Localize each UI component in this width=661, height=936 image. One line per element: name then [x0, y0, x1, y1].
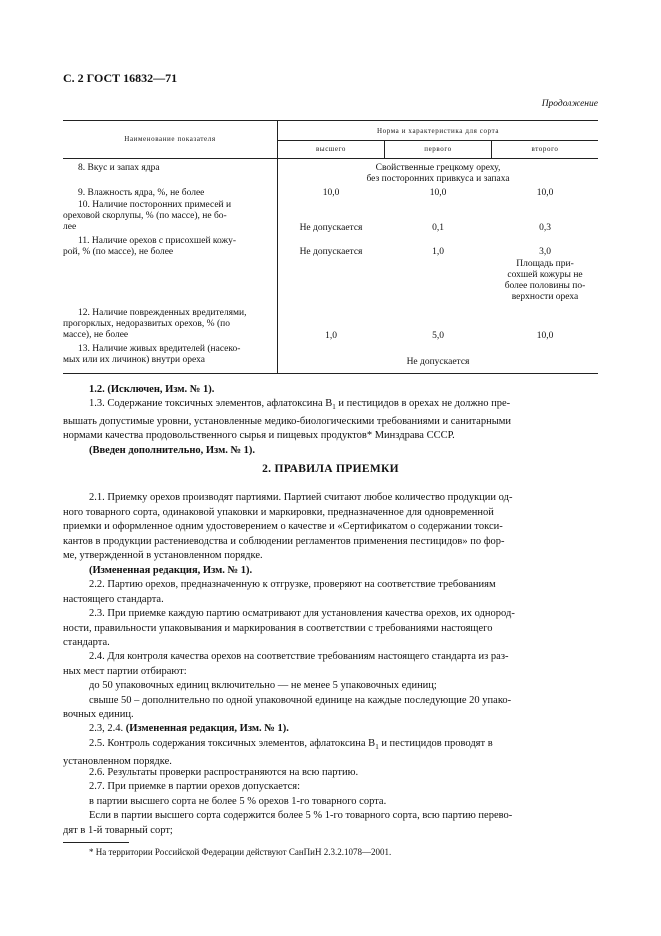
- section-title: 2. ПРАВИЛА ПРИЕМКИ: [262, 463, 399, 475]
- table-row-11-value-1: Не допускается: [299, 247, 363, 257]
- paragraph-2-1-note: (Измененная редакция, Изм. № 1).: [89, 564, 253, 576]
- footnote: * На территории Российской Федерации действуют СанПиН 2.3.2.1078—2001.: [89, 847, 392, 857]
- table-bottom-rule: [63, 373, 598, 374]
- paragraph-1-3-note: (Введен дополнительно, Изм. № 1).: [89, 444, 256, 456]
- table-row-13-name: 13. Наличие живых вредителей (насеко- мых или их личинок) внутри ореха: [63, 344, 241, 365]
- column-header-grade-1: высшего: [315, 145, 346, 153]
- table-row-13-merged: Не допускается: [406, 357, 470, 367]
- paragraph-2-3-2-4-note: 2.3, 2.4. (Измененная редакция, Изм. № 1).: [89, 723, 289, 734]
- table-row-12-value-2: 5,0: [432, 331, 444, 341]
- continuation-label: Продолжение: [541, 99, 598, 109]
- table-row-12-name: 12. Наличие поврежденных вредителями, прогорклых, недоразвитых орехов, % (по массе), не более: [63, 308, 247, 340]
- page-header: С. 2 ГОСТ 16832—71: [63, 71, 178, 85]
- table-row-9-value-2: 10,0: [429, 188, 447, 198]
- column-header-grade-2: первого: [424, 145, 452, 153]
- table-row-8-name: 8. Вкус и запах ядра: [78, 163, 160, 173]
- table-row-9-name: 9. Влажность ядра, %, не более: [78, 188, 205, 198]
- table-row-12-value-3: 10,0: [536, 331, 554, 341]
- table-row-10-value-1: Не допускается: [299, 223, 363, 233]
- paragraph-2-4: 2.4. Для контроля качества орехов на соответствие требованиям настоящего стандарта из раз- ных мест партии отбирают: до 50 упаковочных единиц включительно — не менее 5 упаковочных единиц; свыше 50 – дополнительно по одной упаковочной единице на каждые последующие 20 упако- вочных единиц.: [63, 650, 598, 723]
- table-row-10-value-2: 0,1: [432, 223, 444, 233]
- table-row-11-name: 11. Наличие орехов с присохшей кожу- рой, % (по массе), не более: [63, 236, 237, 257]
- column-header-name: Наименование показателя: [124, 135, 216, 143]
- paragraph-2-7-item-a: в партии высшего сорта не более 5 % орехов 1-го товарного сорта.: [89, 796, 387, 807]
- column-header-grade-3: второго: [531, 145, 559, 153]
- paragraph-2-2: 2.2. Партию орехов, предназначенную к отгрузке, проверяют на соответствие требованиям настоящего стандарта.: [63, 579, 496, 605]
- table-norm-rule: [277, 140, 598, 141]
- paragraph-1-2: 1.2. (Исключен, Изм. № 1).: [89, 384, 215, 395]
- table-row-11-note: Площадь при- сохшей кожуры не более половины по- верхности ореха: [504, 259, 586, 302]
- table-row-9-value-1: 10,0: [322, 188, 340, 198]
- footnote-rule: [63, 842, 129, 843]
- table-row-12-value-1: 1,0: [325, 331, 337, 341]
- paragraph-2-4-item-b: свыше 50 – дополнительно по одной упаковочной единице на каждые последующие 20 упако-: [89, 694, 512, 706]
- table-row-11-value-2: 1,0: [432, 247, 444, 257]
- paragraph-2-5: 2.5. Контроль содержания токсичных элементов, афлатоксина $B_1$ и пестицидов проводят в установленном порядке.: [63, 738, 493, 767]
- paragraph-2-7-item-b: Если в партии высшего сорта содержится более 5 % 1-го товарного сорта, всю партию перево- дят в 1-й товарный сорт;: [63, 810, 513, 836]
- column-header-norm: Норма и характеристика для сорта: [376, 127, 500, 135]
- paragraph-1-3: 1.3. Содержание токсичных элементов, афлатоксина $B_1$ и пестицидов в орехах не должно пре- вышать допустимые уровни, установленные медико-биологическими требованиями и санитарными нормами качества продовольственного сырья и пищевых продуктов* Минздрава СССР. (Введен дополнительно, Изм. № 1).: [63, 397, 598, 458]
- table-row-9-value-3: 10,0: [536, 188, 554, 198]
- paragraph-2-6: 2.6. Результаты проверки распространяются на всю партию.: [89, 767, 359, 778]
- table-row-10-value-3: 0,3: [539, 223, 551, 233]
- table-row-8-merged: Свойственные грецкому ореху, без посторонних привкуса и запаха: [366, 163, 510, 184]
- paragraph-2-4-item-a: до 50 упаковочных единиц включительно — не менее 5 упаковочных единиц;: [89, 680, 437, 691]
- paragraph-2-3: 2.3. При приемке каждую партию осматривают для установления качества орехов, их однород- ности, правильности упаковывания и маркирования в соответствии с требованиями настоящего стандарта.: [63, 608, 515, 648]
- table-row-10-name: 10. Наличие посторонних примесей и ореховой скорлупы, % (по массе), не бо- лее: [63, 200, 232, 232]
- paragraph-2-1: 2.1. Приемку орехов производят партиями. Партией считают любое количество продукции од- ного товарного сорта, одинаковой упаковки и маркировки, предназначенное для одновременной приемки и оформленное одним удостоверением о качестве и «Сертификатом о содержании токси- кантов в продукции растениеводства и соблюдении регламентов применения пестицидов» по фор- ме, утвержденной в установленном порядке. (Измененная редакция, Изм. № 1).: [63, 491, 598, 578]
- paragraph-2-7: 2.7. При приемке в партии орехов допускается:: [89, 781, 301, 792]
- table-header-bottom-rule: [63, 158, 598, 159]
- table-top-rule: [63, 120, 598, 121]
- table-row-11-value-3: 3,0: [539, 247, 551, 257]
